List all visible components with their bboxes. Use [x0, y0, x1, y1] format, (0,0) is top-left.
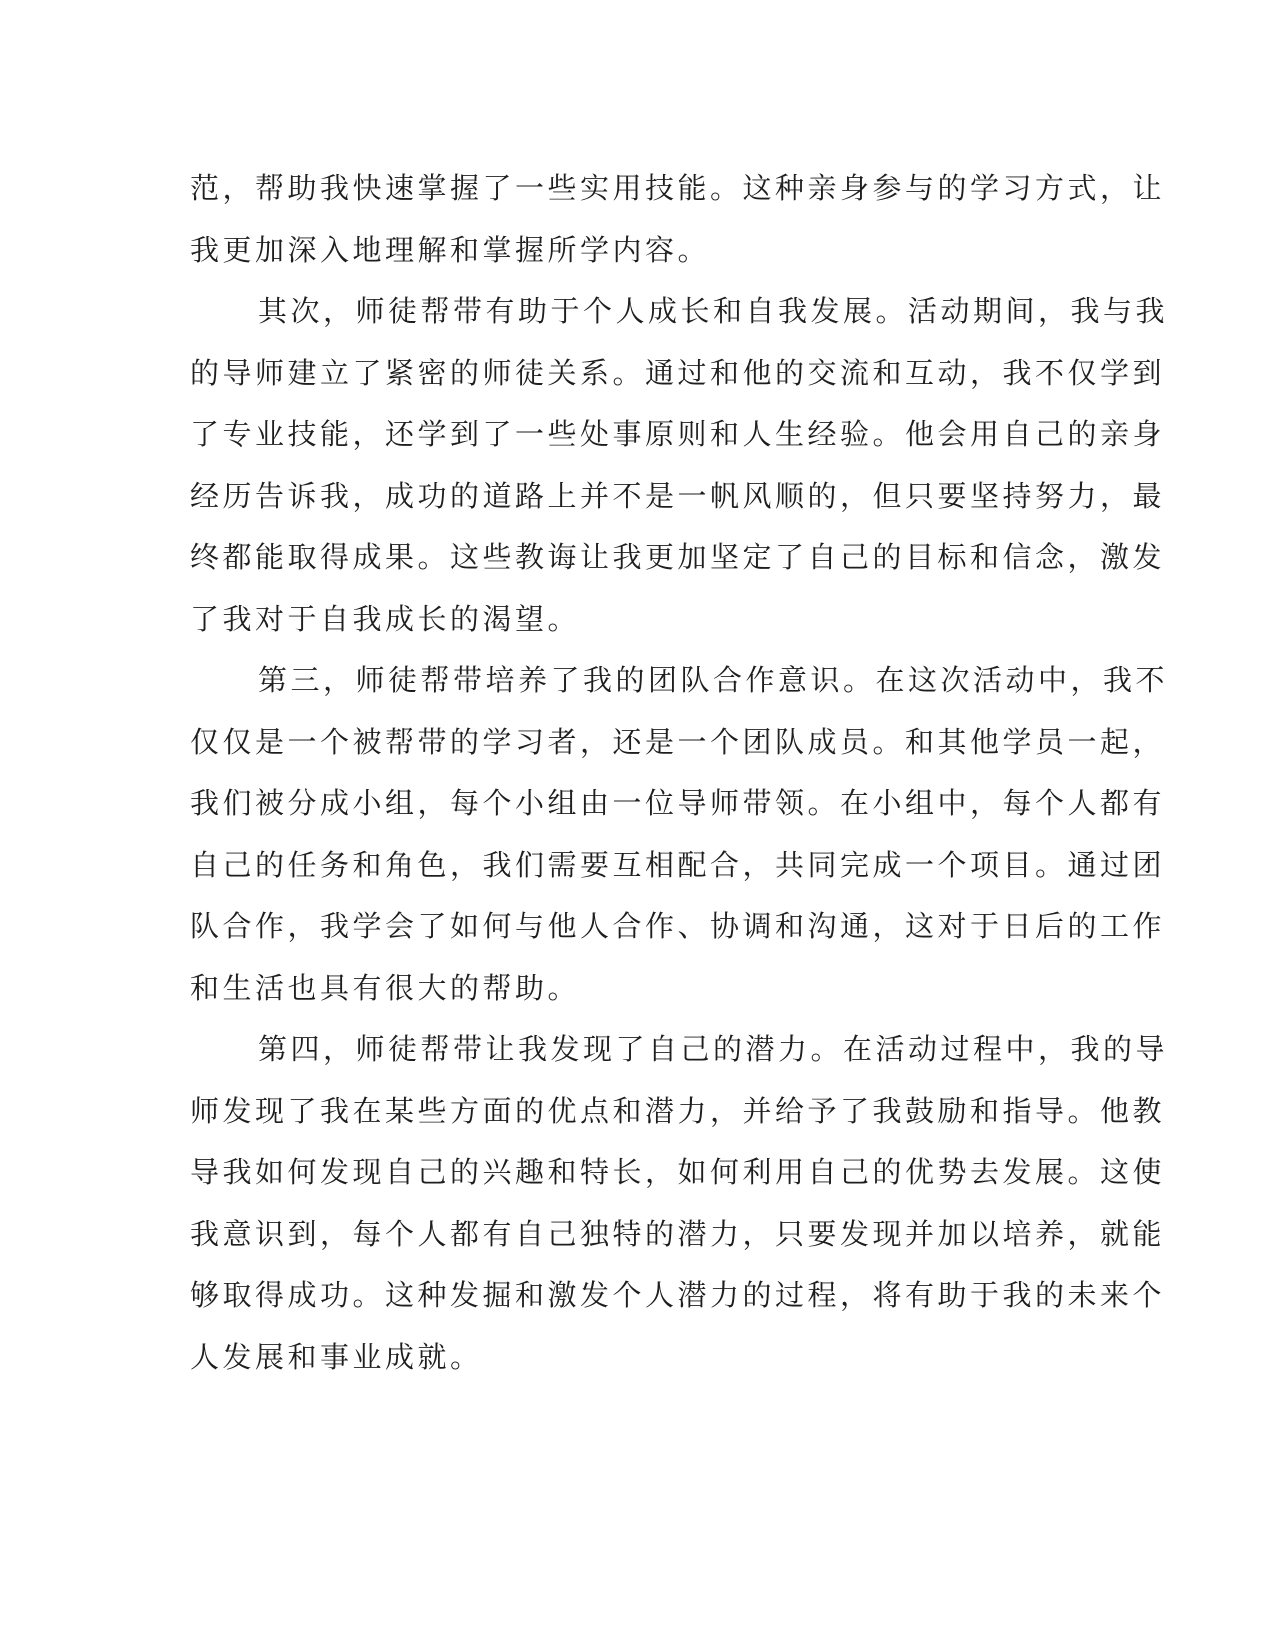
text-line: 经历告诉我，成功的道路上并不是一帆风顺的，但只要坚持努力，最 — [190, 478, 1166, 513]
text-line: 范，帮助我快速掌握了一些实用技能。这种亲身参与的学习方式，让 — [190, 171, 1166, 205]
text-line: 我更加深入地理解和掌握所学内容。 — [190, 232, 711, 267]
text-line: 了专业技能，还学到了一些处事原则和人生经验。他会用自己的亲身 — [190, 417, 1166, 451]
text-line: 的导师建立了紧密的师徒关系。通过和他的交流和互动，我不仅学到 — [190, 355, 1166, 390]
paragraph-personal-growth — [190, 281, 1169, 650]
text-line: 师发现了我在某些方面的优点和潜力，并给予了我鼓励和指导。他教 — [190, 1093, 1166, 1128]
text-line: 终都能取得成果。这些教诲让我更加坚定了自己的目标和信念，激发 — [190, 540, 1166, 574]
text-line: 仅仅是一个被帮带的学习者，还是一个团队成员。和其他学员一起， — [190, 724, 1166, 759]
text-line: 第三，师徒帮带培养了我的团队合作意识。在这次活动中，我不 — [258, 663, 1169, 697]
text-line: 我意识到，每个人都有自己独特的潜力，只要发现并加以培养，就能 — [190, 1216, 1166, 1251]
paragraph-continuation — [190, 158, 1166, 281]
document-body — [190, 158, 1169, 1388]
text-line: 够取得成功。这种发掘和激发个人潜力的过程，将有助于我的未来个 — [190, 1278, 1166, 1312]
text-line: 队合作，我学会了如何与他人合作、协调和沟通，这对于日后的工作 — [190, 909, 1166, 943]
text-line: 其次，师徒帮带有助于个人成长和自我发展。活动期间，我与我 — [258, 294, 1169, 328]
text-line: 自己的任务和角色，我们需要互相配合，共同完成一个项目。通过团 — [190, 847, 1166, 882]
text-line: 人发展和事业成就。 — [190, 1339, 483, 1374]
text-line: 和生活也具有很大的帮助。 — [190, 970, 581, 1005]
text-line: 了我对于自我成长的渴望。 — [190, 601, 581, 636]
text-line: 第四，师徒帮带让我发现了自己的潜力。在活动过程中，我的导 — [258, 1032, 1169, 1066]
paragraph-teamwork — [190, 650, 1169, 1019]
paragraph-potential — [190, 1019, 1169, 1388]
text-line: 导我如何发现自己的兴趣和特长，如何利用自己的优势去发展。这使 — [190, 1155, 1166, 1189]
text-line: 我们被分成小组，每个小组由一位导师带领。在小组中，每个人都有 — [190, 786, 1166, 820]
